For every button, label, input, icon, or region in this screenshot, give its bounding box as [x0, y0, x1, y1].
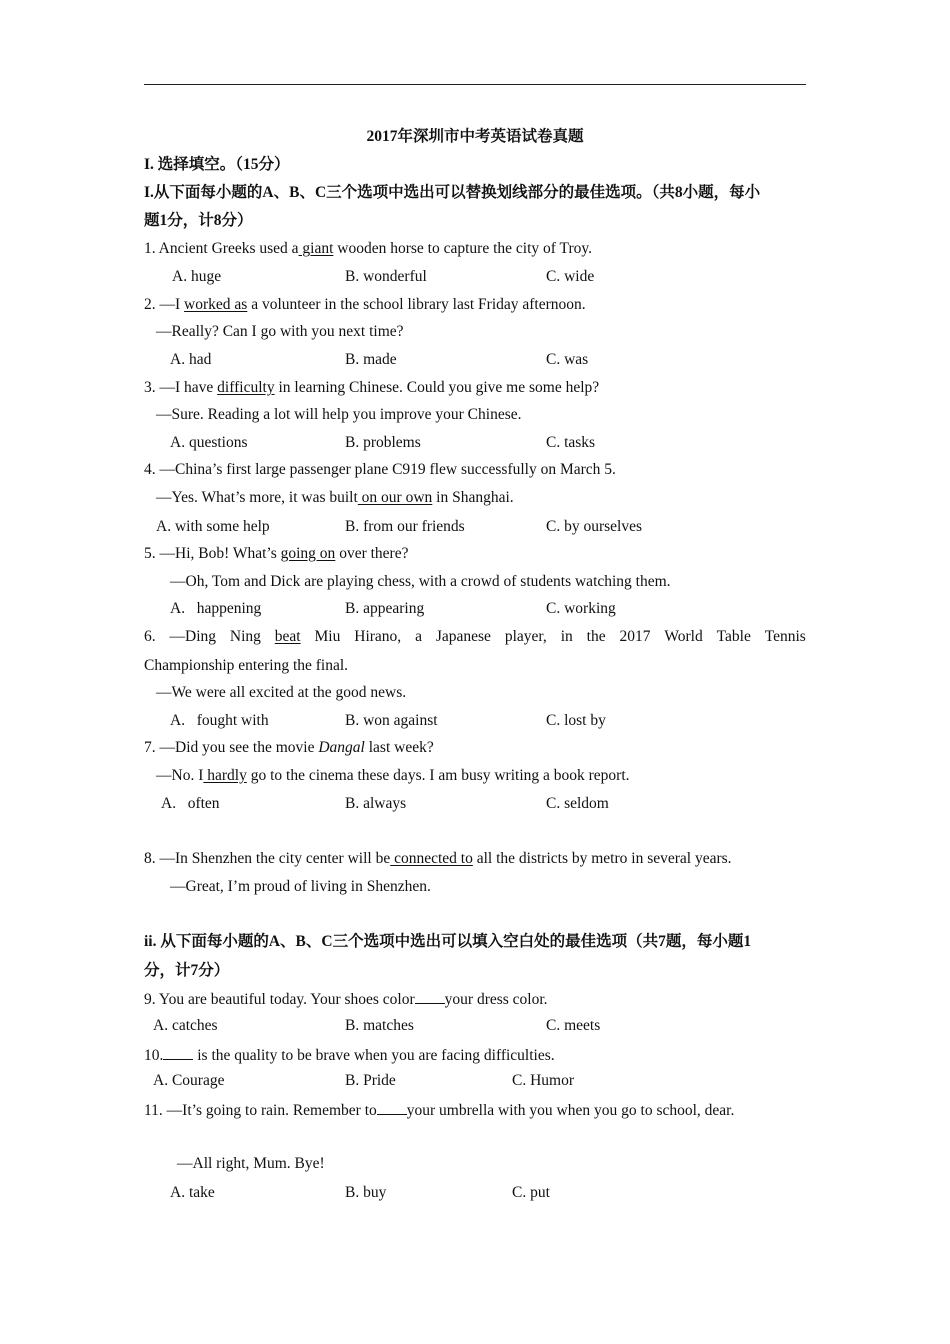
section1-subheading-cont: 题1分，计8分）: [144, 212, 253, 229]
q1-option-b: B. wonderful: [345, 268, 427, 285]
question-2-reply: —Really? Can I go with you next time?: [156, 323, 404, 340]
q3-option-b: B. problems: [345, 434, 421, 451]
question-9-stem: 9. You are beautiful today. Your shoes color your dress color.: [144, 991, 548, 1008]
underlined-term: difficulty: [217, 379, 275, 396]
question-11-stem: 11. —It’s going to rain. Remember to your umbrella with you when you go to school, dear.: [144, 1102, 735, 1119]
underlined-term: worked as: [184, 296, 248, 313]
answer-blank: [377, 1100, 407, 1115]
question-8-stem: 8. —In Shenzhen the city center will be connected to all the districts by metro in several years.: [144, 850, 732, 867]
underlined-term: beat: [274, 628, 301, 645]
question-3-stem: 3. —I have difficulty in learning Chinese. Could you give me some help?: [144, 379, 600, 396]
underlined-term: on our own: [357, 489, 433, 506]
question-4-stem: 4. —China’s first large passenger plane C919 flew successfully on March 5.: [144, 461, 616, 478]
q4-option-c: C. by ourselves: [546, 518, 643, 535]
question-6-stem-cont: Championship entering the final.: [144, 657, 349, 674]
question-7-stem: 7. —Did you see the movie Dangal last week?: [144, 739, 434, 756]
q7-option-b: B. always: [345, 795, 407, 812]
q9-option-b: B. matches: [345, 1017, 414, 1034]
q2-option-a: A. had: [170, 351, 212, 368]
question-10-stem: 10. is the quality to be brave when you are facing difficulties.: [144, 1047, 555, 1064]
q11-option-b: B. buy: [345, 1184, 387, 1201]
page-title: 2017年深圳市中考英语试卷真题: [366, 128, 584, 145]
underlined-term: giant: [298, 240, 334, 257]
q9-option-c: C. meets: [546, 1017, 601, 1034]
q10-option-b: B. Pride: [345, 1072, 396, 1089]
q9-option-a: A. catches: [153, 1017, 218, 1034]
question-1-stem: 1. Ancient Greeks used a giant wooden horse to capture the city of Troy.: [144, 240, 592, 257]
question-8-reply: —Great, I’m proud of living in Shenzhen.: [170, 878, 431, 895]
q5-option-b: B. appearing: [345, 600, 425, 617]
answer-blank: [415, 989, 445, 1004]
question-4-reply: —Yes. What’s more, it was built on our own in Shanghai.: [156, 489, 514, 506]
q1-option-c: C. wide: [546, 268, 595, 285]
section2-heading-cont: 分，计7分）: [144, 962, 230, 979]
question-2-stem: 2. —I worked as a volunteer in the school library last Friday afternoon.: [144, 296, 586, 313]
q5-option-c: C. working: [546, 600, 616, 617]
q10-option-c: C. Humor: [512, 1072, 574, 1089]
q7-option-a: A. often: [161, 795, 220, 812]
q2-option-c: C. was: [546, 351, 589, 368]
q11-option-c: C. put: [512, 1184, 550, 1201]
q4-option-b: B. from our friends: [345, 518, 465, 535]
q1-option-a: A. huge: [172, 268, 222, 285]
q7-option-c: C. seldom: [546, 795, 609, 812]
section2-heading: ii. 从下面每小题的A、B、C三个选项中选出可以填入空白处的最佳选项（共7题，每小题1: [144, 933, 752, 950]
q6-option-a: A. fought with: [170, 712, 269, 729]
q6-option-b: B. won against: [345, 712, 438, 729]
q10-option-a: A. Courage: [153, 1072, 225, 1089]
question-6-stem: 6. —Ding Ning beat Miu Hirano, a Japanese player, in the 2017 World Table Tennis: [144, 628, 806, 645]
q6-option-c: C. lost by: [546, 712, 606, 729]
q2-option-b: B. made: [345, 351, 397, 368]
q4-option-a: A. with some help: [156, 518, 270, 535]
question-7-reply: —No. I hardly go to the cinema these days. I am busy writing a book report.: [156, 767, 630, 784]
q3-option-a: A. questions: [170, 434, 248, 451]
section1-subheading: I.从下面每小题的A、B、C三个选项中选出可以替换划线部分的最佳选项。（共8小题，每小: [144, 184, 761, 201]
section1-heading: I. 选择填空。（15分）: [144, 156, 290, 173]
header-rule: [144, 84, 806, 85]
q11-option-a: A. take: [170, 1184, 215, 1201]
question-11-reply: —All right, Mum. Bye!: [177, 1155, 325, 1172]
question-6-reply: —We were all excited at the good news.: [156, 684, 407, 701]
question-3-reply: —Sure. Reading a lot will help you improve your Chinese.: [156, 406, 522, 423]
q5-option-a: A. happening: [170, 600, 262, 617]
question-5-reply: —Oh, Tom and Dick are playing chess, with a crowd of students watching them.: [170, 573, 671, 590]
movie-title: Dangal: [318, 739, 365, 756]
underlined-term: going on: [280, 545, 336, 562]
underlined-term: connected to: [390, 850, 473, 867]
question-5-stem: 5. —Hi, Bob! What’s going on over there?: [144, 545, 409, 562]
underlined-term: hardly: [203, 767, 247, 784]
q3-option-c: C. tasks: [546, 434, 596, 451]
answer-blank: [163, 1045, 193, 1060]
